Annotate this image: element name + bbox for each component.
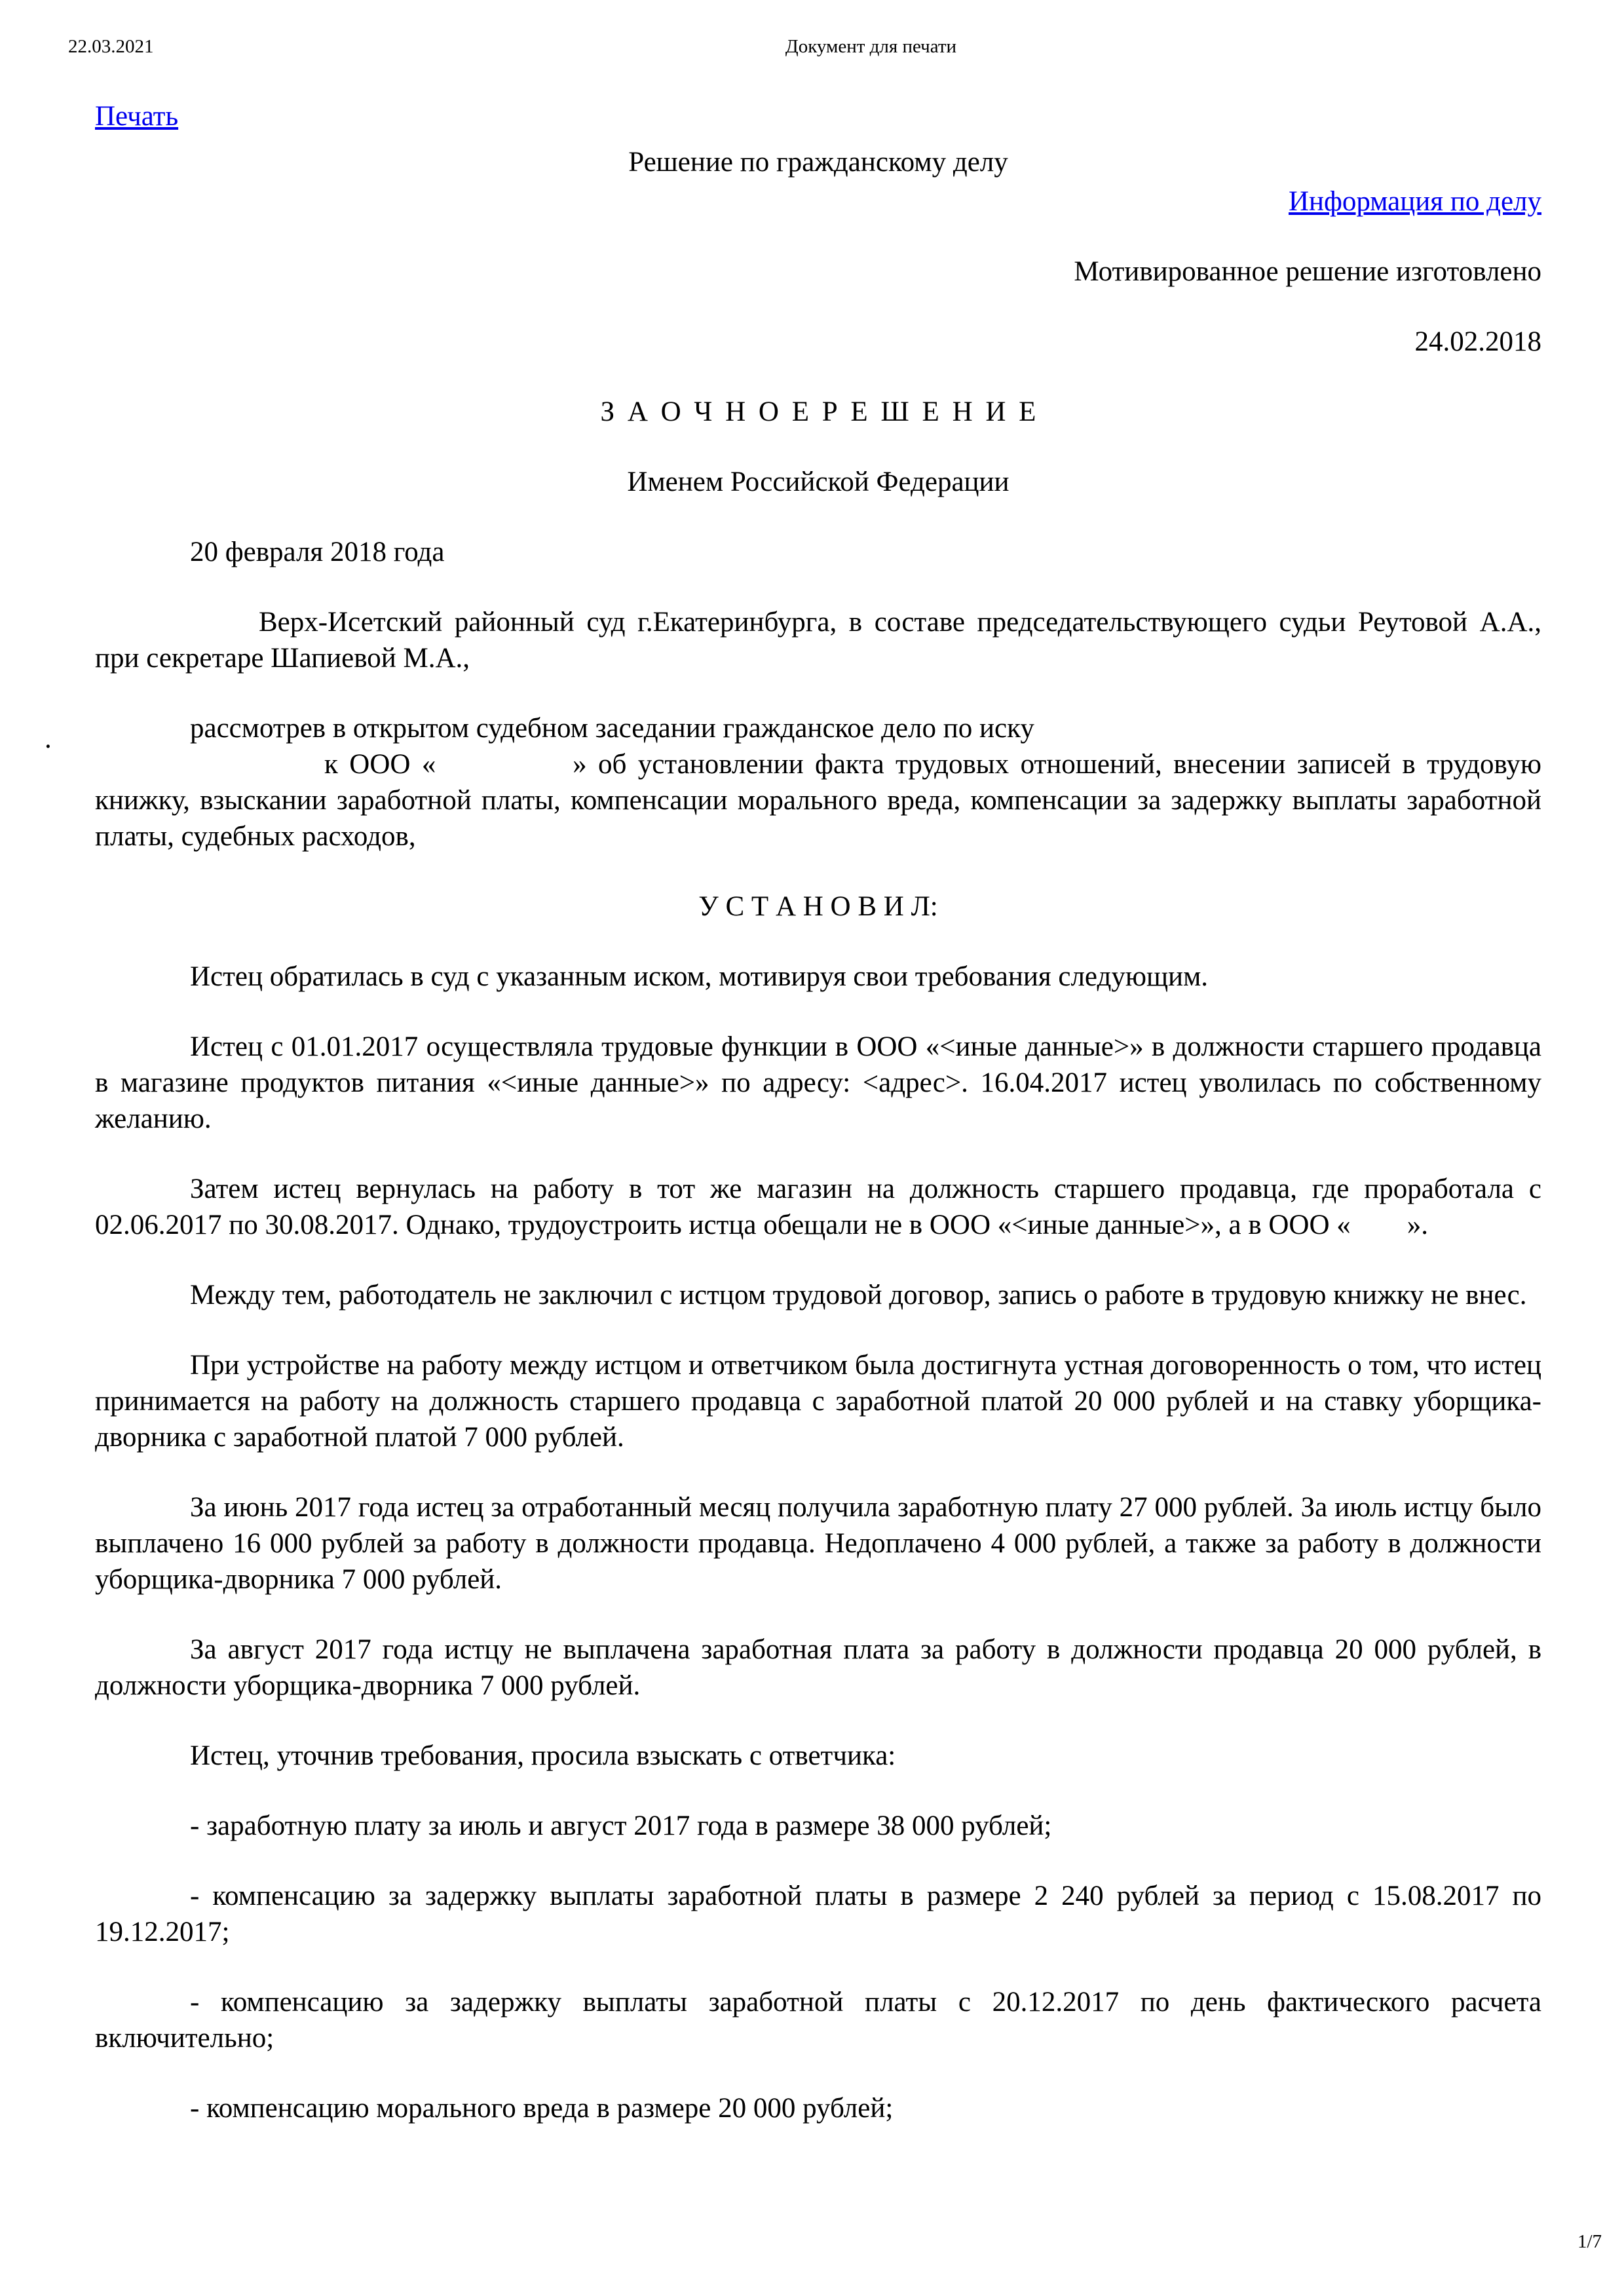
- motivated-decision-line: Мотивированное решение изготовлено: [1074, 256, 1541, 287]
- case-info-link[interactable]: Информация по делу: [1288, 186, 1541, 217]
- paragraph-no-contract: Между тем, работодатель не заключил с истцом трудовой договор, запись о работе в трудовую книжку не внес.: [190, 1280, 1527, 1311]
- document-body: [95, 98, 1541, 2160]
- paragraph-work-history: Истец с 01.01.2017 осуществляла трудовые функции в ООО «<иные данные>» в должности старшего продавца в магазине продуктов питания «<иные данные>» по адресу: <адрес>. 16.04.2017 истец уволилась по собственному желанию.: [95, 1031, 1541, 1134]
- claim-item-salary: - заработную плату за июль и август 2017 года в размере 38 000 рублей;: [190, 1810, 1052, 1841]
- claim-item-delay-compensation: - компенсацию за задержку выплаты заработной платы в размере 2 240 рублей за период с 15.08.2017 по 19.12.2017;: [95, 1881, 1541, 1947]
- browser-print-header: [68, 36, 1556, 62]
- motivated-decision-date: 24.02.2018: [1414, 326, 1541, 357]
- paragraph-june-salary: За июнь 2017 года истец за отработанный месяц получила заработную плату 27 000 рублей. За июль истцу было выплачено 16 000 рублей за работу в должности продавца. Недоплачено 4 000 рублей, а также за работу в должности уборщика-дворника 7 000 рублей.: [95, 1492, 1541, 1595]
- heading-established: У С Т А Н О В И Л:: [698, 891, 938, 922]
- heading-in-the-name: Именем Российской Федерации: [627, 467, 1010, 497]
- print-link[interactable]: Печать: [95, 101, 179, 132]
- case-info-line: [95, 183, 1541, 220]
- paragraph-date: 20 февраля 2018 года: [190, 537, 445, 567]
- page-number: 1/7: [1577, 2231, 1602, 2252]
- paragraph-august-salary: За август 2017 года истцу не выплачена заработная плата за работу в должности продавца 20 000 рублей, в должности уборщика-дворника 7 000 рублей.: [95, 1634, 1541, 1701]
- print-link-line: [95, 98, 1541, 134]
- paragraph-oral-agreement: При устройстве на работу между истцом и ответчиком была достигнута устная договоренность о том, что истец принимается на работу на должность старшего продавца с заработной платой 20 000 рублей и на ставку уборщика-дворника с заработной платой 7 000 рублей.: [95, 1350, 1541, 1453]
- print-date: 22.03.2021: [68, 36, 154, 57]
- paragraph-claimant-applied: Истец обратилась в суд с указанным иском, мотивируя свои требования следующим.: [190, 961, 1209, 992]
- paragraph-claim: к ООО « » об установлении факта трудовых отношений, внесении записей в трудовую книжку, взыскании заработной платы, компенсации морального вреда, компенсации за задержку выплаты заработной платы, судебных расходов,: [95, 749, 1541, 852]
- paragraph-returned-to-work: Затем истец вернулась на работу в тот же магазин на должность старшего продавца, где проработала с 02.06.2017 по 30.08.2017. Однако, трудоустроить истца обещали не в ООО «<иные данные>», а в ООО « ».: [95, 1174, 1541, 1240]
- claim-item-delay-until-paid: - компенсацию за задержку выплаты заработной платы с 20.12.2017 по день фактического расчета включительно;: [95, 1987, 1541, 2054]
- paragraph-court: Верх-Исетский районный суд г.Екатеринбурга, в составе председательствующего судьи Реутовой А.А., при секретаре Шапиевой М.А.,: [95, 607, 1541, 674]
- claim-item-moral-damage: - компенсацию морального вреда в размере 20 000 рублей;: [190, 2093, 894, 2124]
- heading-absentee-decision: З А О Ч Н О Е Р Е Ш Е Н И Е: [600, 396, 1036, 427]
- document-title: Решение по гражданскому делу: [628, 147, 1008, 178]
- paragraph-considered: рассмотрев в открытом судебном заседании гражданское дело по иску: [190, 713, 1034, 744]
- stray-mark: .: [45, 723, 52, 754]
- print-doc-title: Документ для печати: [785, 36, 957, 57]
- paragraph-claims-intro: Истец, уточнив требования, просила взыскать с ответчика:: [190, 1740, 896, 1771]
